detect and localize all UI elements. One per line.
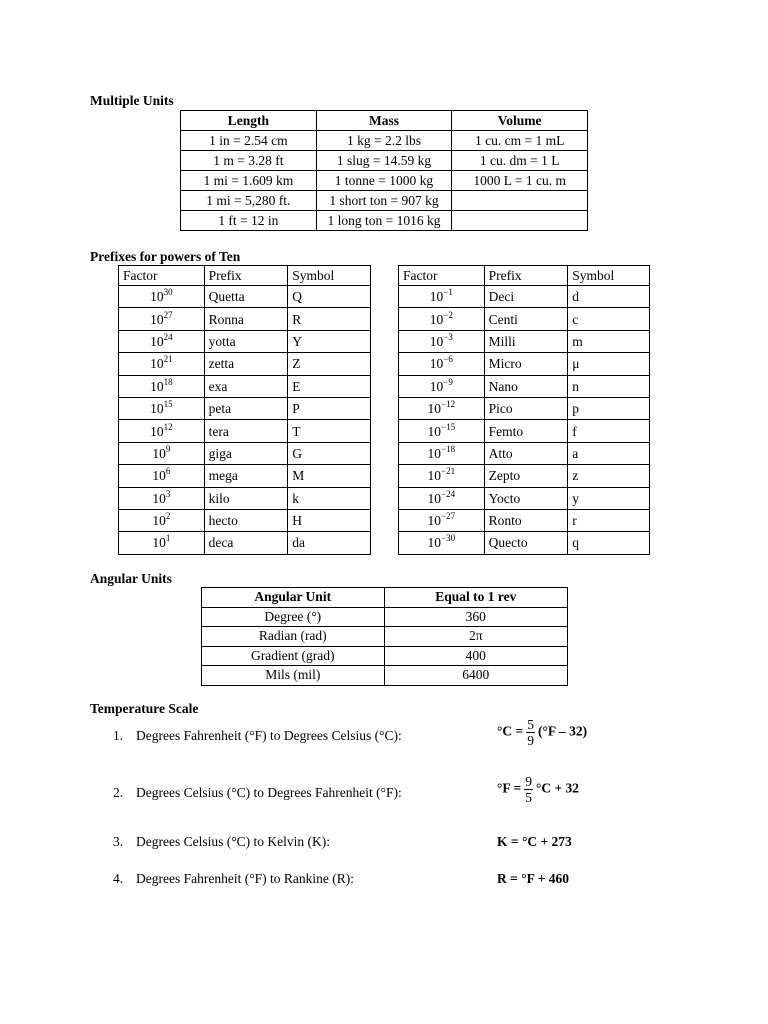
table-row bbox=[181, 211, 588, 231]
prefix-name: exa bbox=[204, 375, 288, 397]
prefix-name: kilo bbox=[204, 487, 288, 509]
conversion-label: Degrees Fahrenheit (°F) to Rankine (R): bbox=[136, 871, 354, 886]
formula-rhs: °C + 32 bbox=[535, 780, 580, 796]
table-cell: 1 cu. cm = 1 mL bbox=[452, 131, 588, 151]
table-row bbox=[119, 509, 371, 531]
factor-exponent: −2 bbox=[443, 309, 453, 320]
factor-base: 10 bbox=[429, 289, 444, 305]
table-row bbox=[119, 353, 371, 375]
table-cell: 1 in = 2.54 cm bbox=[181, 131, 317, 151]
prefix-symbol: G bbox=[288, 442, 371, 464]
prefix-symbol: d bbox=[568, 286, 650, 308]
factor-base: 10 bbox=[429, 356, 444, 372]
table-cell: 1 slug = 14.59 kg bbox=[316, 151, 452, 171]
table-row bbox=[119, 286, 371, 308]
table-cell: 6400 bbox=[384, 666, 567, 686]
table-row bbox=[119, 397, 371, 419]
factor-cell bbox=[399, 330, 485, 352]
table-header-row bbox=[202, 588, 568, 608]
formula-rhs: (°F – 32) bbox=[537, 723, 588, 739]
table-row bbox=[119, 308, 371, 330]
prefix-symbol: y bbox=[568, 487, 650, 509]
table-row bbox=[119, 532, 371, 554]
factor-cell bbox=[119, 487, 205, 509]
formula-c-from-f bbox=[497, 717, 587, 748]
table-row bbox=[202, 627, 568, 647]
table-cell: 1 kg = 2.2 lbs bbox=[316, 131, 452, 151]
formula-kelvin: K = °C + 273 bbox=[497, 834, 572, 849]
factor-cell bbox=[119, 308, 205, 330]
factor-exponent: 6 bbox=[165, 466, 171, 477]
fraction-numerator: 9 bbox=[525, 774, 532, 789]
factor-base: 10 bbox=[427, 490, 442, 506]
factor-exponent: 12 bbox=[163, 421, 173, 432]
prefix-name: Ronna bbox=[204, 308, 288, 330]
table-row bbox=[119, 375, 371, 397]
factor-base: 10 bbox=[152, 445, 166, 461]
table-row bbox=[399, 397, 650, 419]
factor-cell bbox=[399, 465, 485, 487]
table-cell: 400 bbox=[384, 646, 567, 666]
factor-exponent: −3 bbox=[443, 331, 453, 342]
factor-base: 10 bbox=[429, 378, 444, 394]
table-cell: 1 cu. dm = 1 L bbox=[452, 151, 588, 171]
factor-cell bbox=[119, 397, 205, 419]
list-number: 4. bbox=[113, 871, 124, 886]
prefix-name: yotta bbox=[204, 330, 288, 352]
prefix-symbol: m bbox=[568, 330, 650, 352]
factor-cell bbox=[399, 286, 485, 308]
factor-exponent: −21 bbox=[441, 466, 456, 477]
factor-cell bbox=[399, 353, 485, 375]
table-row bbox=[399, 308, 650, 330]
prefix-name: Nano bbox=[484, 375, 568, 397]
factor-cell bbox=[399, 308, 485, 330]
table-header-row bbox=[181, 111, 588, 131]
factor-base: 10 bbox=[150, 356, 164, 372]
prefix-symbol: q bbox=[568, 532, 650, 554]
factor-exponent: −1 bbox=[443, 287, 453, 298]
table-header-row bbox=[399, 266, 650, 286]
prefixes-small-table bbox=[398, 265, 650, 555]
temperature-heading: Temperature Scale bbox=[90, 701, 199, 716]
table-row bbox=[399, 330, 650, 352]
factor-base: 10 bbox=[152, 490, 166, 506]
table-row bbox=[181, 131, 588, 151]
prefix-symbol: H bbox=[288, 509, 371, 531]
prefix-name: zetta bbox=[204, 353, 288, 375]
temperature-item-3 bbox=[113, 834, 330, 850]
prefix-name: Atto bbox=[484, 442, 568, 464]
table-cell: Degree (°) bbox=[202, 607, 385, 627]
prefix-name: Zepto bbox=[484, 465, 568, 487]
prefix-symbol: M bbox=[288, 465, 371, 487]
factor-exponent: 15 bbox=[163, 399, 173, 410]
table-row bbox=[399, 532, 650, 554]
table-row bbox=[202, 666, 568, 686]
conversion-label: Degrees Celsius (°C) to Degrees Fahrenheit (°F): bbox=[136, 785, 402, 800]
column-header: Symbol bbox=[568, 266, 650, 286]
multiple-units-heading: Multiple Units bbox=[90, 93, 174, 108]
factor-cell bbox=[119, 509, 205, 531]
factor-base: 10 bbox=[150, 423, 164, 439]
factor-exponent: −18 bbox=[441, 443, 456, 454]
table-row bbox=[119, 420, 371, 442]
prefix-name: Centi bbox=[484, 308, 568, 330]
factor-base: 10 bbox=[429, 311, 444, 327]
factor-base: 10 bbox=[427, 445, 442, 461]
factor-cell bbox=[399, 532, 485, 554]
factor-base: 10 bbox=[427, 423, 442, 439]
table-cell: Radian (rad) bbox=[202, 627, 385, 647]
factor-exponent: 2 bbox=[165, 511, 171, 522]
factor-cell bbox=[119, 442, 205, 464]
prefix-symbol: Q bbox=[288, 286, 371, 308]
factor-exponent: −12 bbox=[441, 399, 456, 410]
prefix-name: deca bbox=[204, 532, 288, 554]
prefix-symbol: r bbox=[568, 509, 650, 531]
prefix-symbol: n bbox=[568, 375, 650, 397]
prefixes-large-table bbox=[118, 265, 371, 555]
column-header: Factor bbox=[119, 266, 205, 286]
table-row bbox=[202, 646, 568, 666]
factor-base: 10 bbox=[150, 378, 164, 394]
multiple-units-table bbox=[180, 110, 588, 231]
fraction-denominator: 5 bbox=[525, 790, 532, 805]
factor-cell bbox=[399, 509, 485, 531]
prefix-name: Femto bbox=[484, 420, 568, 442]
table-cell: 1 tonne = 1000 kg bbox=[316, 171, 452, 191]
factor-exponent: 24 bbox=[163, 331, 173, 342]
list-number: 3. bbox=[113, 834, 124, 849]
factor-exponent: −9 bbox=[443, 376, 453, 387]
fraction-denominator: 9 bbox=[527, 733, 534, 748]
factor-cell bbox=[119, 465, 205, 487]
factor-base: 10 bbox=[427, 535, 442, 551]
factor-exponent: 21 bbox=[163, 354, 173, 365]
prefix-symbol: a bbox=[568, 442, 650, 464]
table-row bbox=[181, 151, 588, 171]
factor-cell bbox=[399, 487, 485, 509]
factor-exponent: 18 bbox=[163, 376, 173, 387]
factor-cell bbox=[399, 420, 485, 442]
factor-exponent: −30 bbox=[441, 533, 456, 544]
table-row bbox=[399, 465, 650, 487]
factor-cell bbox=[119, 353, 205, 375]
factor-exponent: −15 bbox=[441, 421, 456, 432]
prefix-symbol: R bbox=[288, 308, 371, 330]
fraction bbox=[524, 774, 533, 805]
factor-cell bbox=[119, 532, 205, 554]
formula-lhs: °C = bbox=[497, 723, 524, 739]
prefix-symbol: P bbox=[288, 397, 371, 419]
factor-base: 10 bbox=[429, 333, 444, 349]
factor-cell bbox=[119, 286, 205, 308]
table-cell: 1 ft = 12 in bbox=[181, 211, 317, 231]
table-row bbox=[202, 607, 568, 627]
prefix-name: peta bbox=[204, 397, 288, 419]
prefix-name: hecto bbox=[204, 509, 288, 531]
table-row bbox=[399, 420, 650, 442]
prefix-name: Micro bbox=[484, 353, 568, 375]
prefix-name: Pico bbox=[484, 397, 568, 419]
table-row bbox=[399, 286, 650, 308]
table-cell: 1 long ton = 1016 kg bbox=[316, 211, 452, 231]
angular-units-table bbox=[201, 587, 568, 686]
table-cell: 1 mi = 5,280 ft. bbox=[181, 191, 317, 211]
factor-cell bbox=[399, 442, 485, 464]
column-header: Prefix bbox=[484, 266, 568, 286]
table-row bbox=[399, 487, 650, 509]
prefix-name: Quecto bbox=[484, 532, 568, 554]
prefix-symbol: E bbox=[288, 375, 371, 397]
prefix-symbol: T bbox=[288, 420, 371, 442]
table-cell: Gradient (grad) bbox=[202, 646, 385, 666]
factor-base: 10 bbox=[150, 333, 164, 349]
prefix-symbol: Z bbox=[288, 353, 371, 375]
prefixes-heading: Prefixes for powers of Ten bbox=[90, 249, 241, 264]
table-row bbox=[181, 171, 588, 191]
factor-base: 10 bbox=[427, 513, 442, 529]
factor-exponent: 3 bbox=[165, 488, 171, 499]
temperature-item-1 bbox=[113, 728, 402, 744]
table-cell: 1 mi = 1.609 km bbox=[181, 171, 317, 191]
factor-exponent: −27 bbox=[441, 511, 456, 522]
prefix-name: Deci bbox=[484, 286, 568, 308]
column-header: Factor bbox=[399, 266, 485, 286]
conversion-label: Degrees Fahrenheit (°F) to Degrees Celsius (°C): bbox=[136, 728, 402, 743]
factor-cell bbox=[119, 420, 205, 442]
angular-units-heading: Angular Units bbox=[90, 571, 172, 586]
formula-f-from-c bbox=[497, 774, 579, 805]
factor-base: 10 bbox=[150, 289, 164, 305]
factor-base: 10 bbox=[427, 401, 442, 417]
prefix-name: Ronto bbox=[484, 509, 568, 531]
list-number: 2. bbox=[113, 785, 124, 800]
table-cell: 1000 L = 1 cu. m bbox=[452, 171, 588, 191]
column-header: Equal to 1 rev bbox=[384, 588, 567, 608]
formula-lhs: °F = bbox=[497, 780, 522, 796]
factor-base: 10 bbox=[152, 513, 166, 529]
prefix-name: Yocto bbox=[484, 487, 568, 509]
table-cell: 2π bbox=[384, 627, 567, 647]
factor-base: 10 bbox=[150, 311, 164, 327]
prefix-name: tera bbox=[204, 420, 288, 442]
prefix-name: mega bbox=[204, 465, 288, 487]
factor-cell bbox=[119, 375, 205, 397]
fraction-numerator: 5 bbox=[527, 717, 534, 732]
table-cell: Mils (mil) bbox=[202, 666, 385, 686]
prefix-symbol: Y bbox=[288, 330, 371, 352]
table-row bbox=[119, 330, 371, 352]
temperature-item-2 bbox=[113, 785, 402, 801]
prefix-name: Milli bbox=[484, 330, 568, 352]
prefix-symbol: p bbox=[568, 397, 650, 419]
column-header: Prefix bbox=[204, 266, 288, 286]
prefix-name: giga bbox=[204, 442, 288, 464]
prefix-symbol: c bbox=[568, 308, 650, 330]
conversion-label: Degrees Celsius (°C) to Kelvin (K): bbox=[136, 834, 330, 849]
factor-cell bbox=[399, 397, 485, 419]
table-row bbox=[399, 375, 650, 397]
column-header: Volume bbox=[452, 111, 588, 131]
formula-rankine: R = °F + 460 bbox=[497, 871, 570, 886]
factor-exponent: 1 bbox=[165, 533, 171, 544]
fraction bbox=[526, 717, 535, 748]
column-header: Length bbox=[181, 111, 317, 131]
table-cell: 360 bbox=[384, 607, 567, 627]
factor-exponent: 27 bbox=[163, 309, 173, 320]
table-row bbox=[119, 465, 371, 487]
factor-base: 10 bbox=[427, 468, 442, 484]
list-number: 1. bbox=[113, 728, 124, 743]
table-cell bbox=[452, 191, 588, 211]
factor-base: 10 bbox=[152, 468, 166, 484]
factor-base: 10 bbox=[150, 401, 164, 417]
column-header: Mass bbox=[316, 111, 452, 131]
factor-exponent: −6 bbox=[443, 354, 453, 365]
table-cell: 1 m = 3.28 ft bbox=[181, 151, 317, 171]
table-row bbox=[399, 509, 650, 531]
table-row bbox=[399, 442, 650, 464]
table-row bbox=[119, 442, 371, 464]
column-header: Angular Unit bbox=[202, 588, 385, 608]
prefix-symbol: f bbox=[568, 420, 650, 442]
prefix-symbol: k bbox=[288, 487, 371, 509]
prefix-name: Quetta bbox=[204, 286, 288, 308]
table-header-row bbox=[119, 266, 371, 286]
factor-exponent: 30 bbox=[163, 287, 173, 298]
table-row bbox=[399, 353, 650, 375]
table-cell bbox=[452, 211, 588, 231]
temperature-item-4 bbox=[113, 871, 354, 887]
table-cell: 1 short ton = 907 kg bbox=[316, 191, 452, 211]
factor-cell bbox=[399, 375, 485, 397]
prefix-symbol: z bbox=[568, 465, 650, 487]
prefix-symbol: μ bbox=[568, 353, 650, 375]
prefix-symbol: da bbox=[288, 532, 371, 554]
factor-exponent: −24 bbox=[441, 488, 456, 499]
factor-cell bbox=[119, 330, 205, 352]
column-header: Symbol bbox=[288, 266, 371, 286]
factor-base: 10 bbox=[152, 535, 166, 551]
factor-exponent: 9 bbox=[165, 443, 171, 454]
table-row bbox=[119, 487, 371, 509]
table-row bbox=[181, 191, 588, 211]
